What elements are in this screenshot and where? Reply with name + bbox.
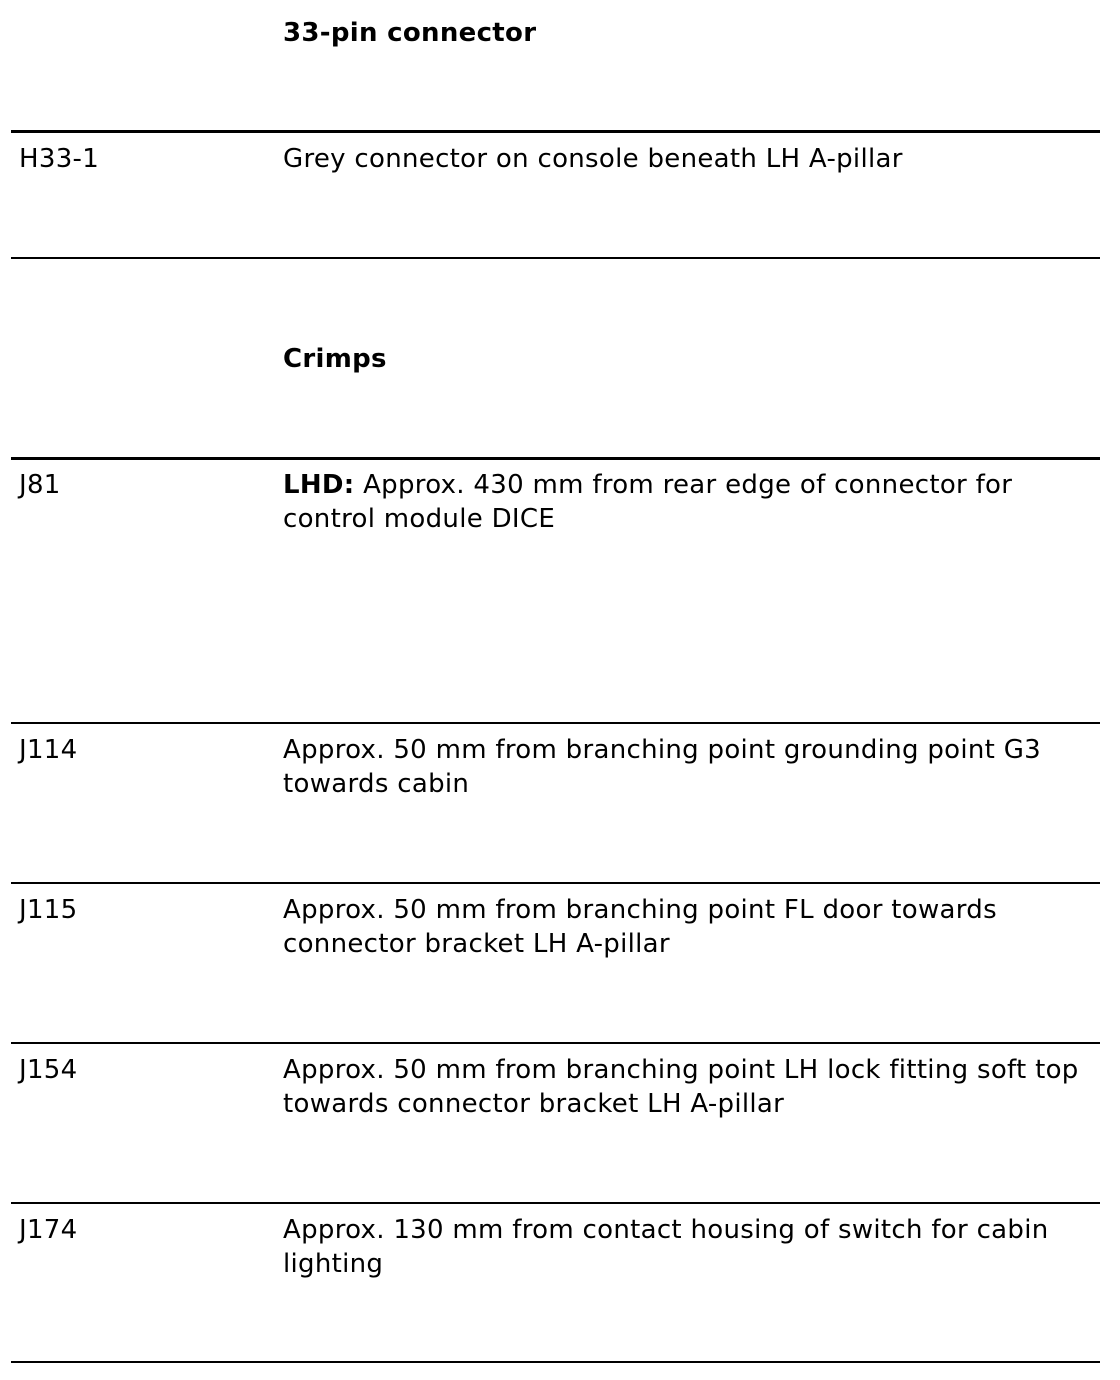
crimp-description: Approx. 50 mm from branching point grounding point G3 towards cabin (283, 735, 1042, 799)
crimp-code: J115 (19, 895, 78, 925)
crimp-code: J154 (19, 1055, 78, 1085)
crimp-description: Approx. 130 mm from contact housing of switch for cabin lighting (283, 1215, 1049, 1279)
crimp-description-text: Approx. 430 mm from rear edge of connector for control module DICE (283, 470, 1013, 534)
crimp-code: J174 (19, 1215, 78, 1245)
connector-description: Grey connector on console beneath LH A-pillar (283, 144, 903, 174)
crimp-prefix: LHD: (283, 470, 355, 500)
connector-code: H33-1 (19, 144, 100, 174)
table-rule (11, 130, 1100, 133)
table-rule (11, 722, 1100, 724)
crimp-code: J114 (19, 735, 78, 765)
table-rule (11, 882, 1100, 884)
table-rule (11, 257, 1100, 259)
crimps-section-heading: Crimps (283, 344, 387, 374)
connector-section-heading: 33-pin connector (283, 18, 537, 48)
crimp-description: Approx. 50 mm from branching point LH lock fitting soft top towards connector bracket LH A-pillar (283, 1055, 1079, 1119)
crimp-code: J81 (19, 470, 61, 500)
table-rule (11, 1202, 1100, 1204)
table-rule (11, 457, 1100, 460)
table-rule (11, 1361, 1100, 1363)
crimp-description: Approx. 50 mm from branching point FL door towards connector bracket LH A-pillar (283, 895, 997, 959)
table-rule (11, 1042, 1100, 1044)
crimp-description (283, 468, 1098, 536)
